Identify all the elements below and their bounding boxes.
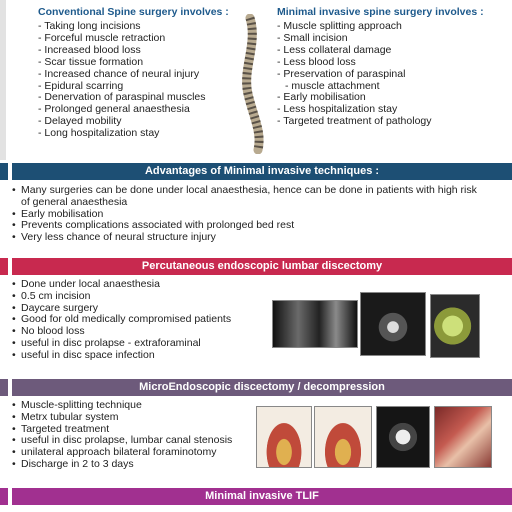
list-item: • useful in disc prolapse - extraforaminal [12,338,231,350]
list-item: - Small incision [277,33,507,45]
surgical-field-image [434,406,492,468]
list-item: • Metrx tubular system [12,412,232,424]
list-item: - Delayed mobility [38,116,238,128]
list-item: • Very less chance of neural structure injury [12,232,482,244]
list-item: • useful in disc prolapse, lumbar canal stenosis [12,435,232,447]
list-item: - muscle attachment [277,81,507,93]
microendoscopic-list [12,400,232,471]
list-item: - Targeted treatment of pathology [277,116,507,128]
list-item: • unilateral approach bilateral foraminotomy [12,447,232,459]
list-item: • No blood loss [12,326,231,338]
tlif-title: Minimal invasive TLIF [205,490,319,502]
mri-axial-image [360,292,426,356]
ct-axial-image [376,406,430,468]
spine-illustration [228,14,278,154]
list-item: • Done under local anaesthesia [12,279,231,291]
top-accent-bar [0,0,6,160]
list-item: - Less blood loss [277,57,507,69]
list-item: - Muscle splitting approach [277,21,507,33]
list-item: - Early mobilisation [277,92,507,104]
advantages-list [12,185,482,244]
minimal-section [277,6,507,128]
conventional-section [38,6,238,140]
advantages-banner [12,163,512,180]
list-item: • Good for old medically compromised patients [12,314,231,326]
list-item: - Taking long incisions [38,21,238,33]
list-item: • 0.5 cm incision [12,291,231,303]
list-item: • Daycare surgery [12,303,231,315]
tubular-retractor-diagram-2 [314,406,372,468]
list-item: - Denervation of paraspinal muscles [38,92,238,104]
list-item: - Less collateral damage [277,45,507,57]
list-item: - Less hospitalization stay [277,104,507,116]
list-item: - Increased blood loss [38,45,238,57]
list-item: - Epidural scarring [38,81,238,93]
microendoscopic-title: MicroEndoscopic discectomy / decompression [139,381,385,393]
advantages-title: Advantages of Minimal invasive techniques : [144,165,380,177]
list-item: - Preservation of paraspinal [277,69,507,81]
list-item: • Discharge in 2 to 3 days [12,459,232,471]
list-item: • Early mobilisation [12,209,482,221]
endoscope-view-image [430,294,480,358]
list-item: • Targeted treatment [12,424,232,436]
list-item: - Increased chance of neural injury [38,69,238,81]
microendoscopic-banner [12,379,512,396]
conventional-list [38,21,238,140]
percutaneous-title: Percutaneous endoscopic lumbar discectomy [141,260,383,272]
list-item: • Muscle-splitting technique [12,400,232,412]
list-item: • Many surgeries can be done under local anaesthesia, hence can be done in patients with high risk of general anaesthesia [12,185,482,209]
list-item: - Long hospitalization stay [38,128,238,140]
endoscopic-xray-image [272,300,358,348]
minimal-list [277,21,507,128]
percutaneous-banner [12,258,512,275]
list-item: - Scar tissue formation [38,57,238,69]
conventional-title: Conventional Spine surgery involves : [38,6,229,18]
tubular-retractor-diagram-1 [256,406,312,468]
minimal-title: Minimal invasive spine surgery involves : [277,6,484,18]
list-item: - Forceful muscle retraction [38,33,238,45]
list-item: • Prevents complications associated with prolonged bed rest [12,220,482,232]
list-item: • useful in disc space infection [12,350,231,362]
tlif-banner [12,488,512,505]
list-item: - Prolonged general anaesthesia [38,104,238,116]
percutaneous-list [12,279,231,362]
